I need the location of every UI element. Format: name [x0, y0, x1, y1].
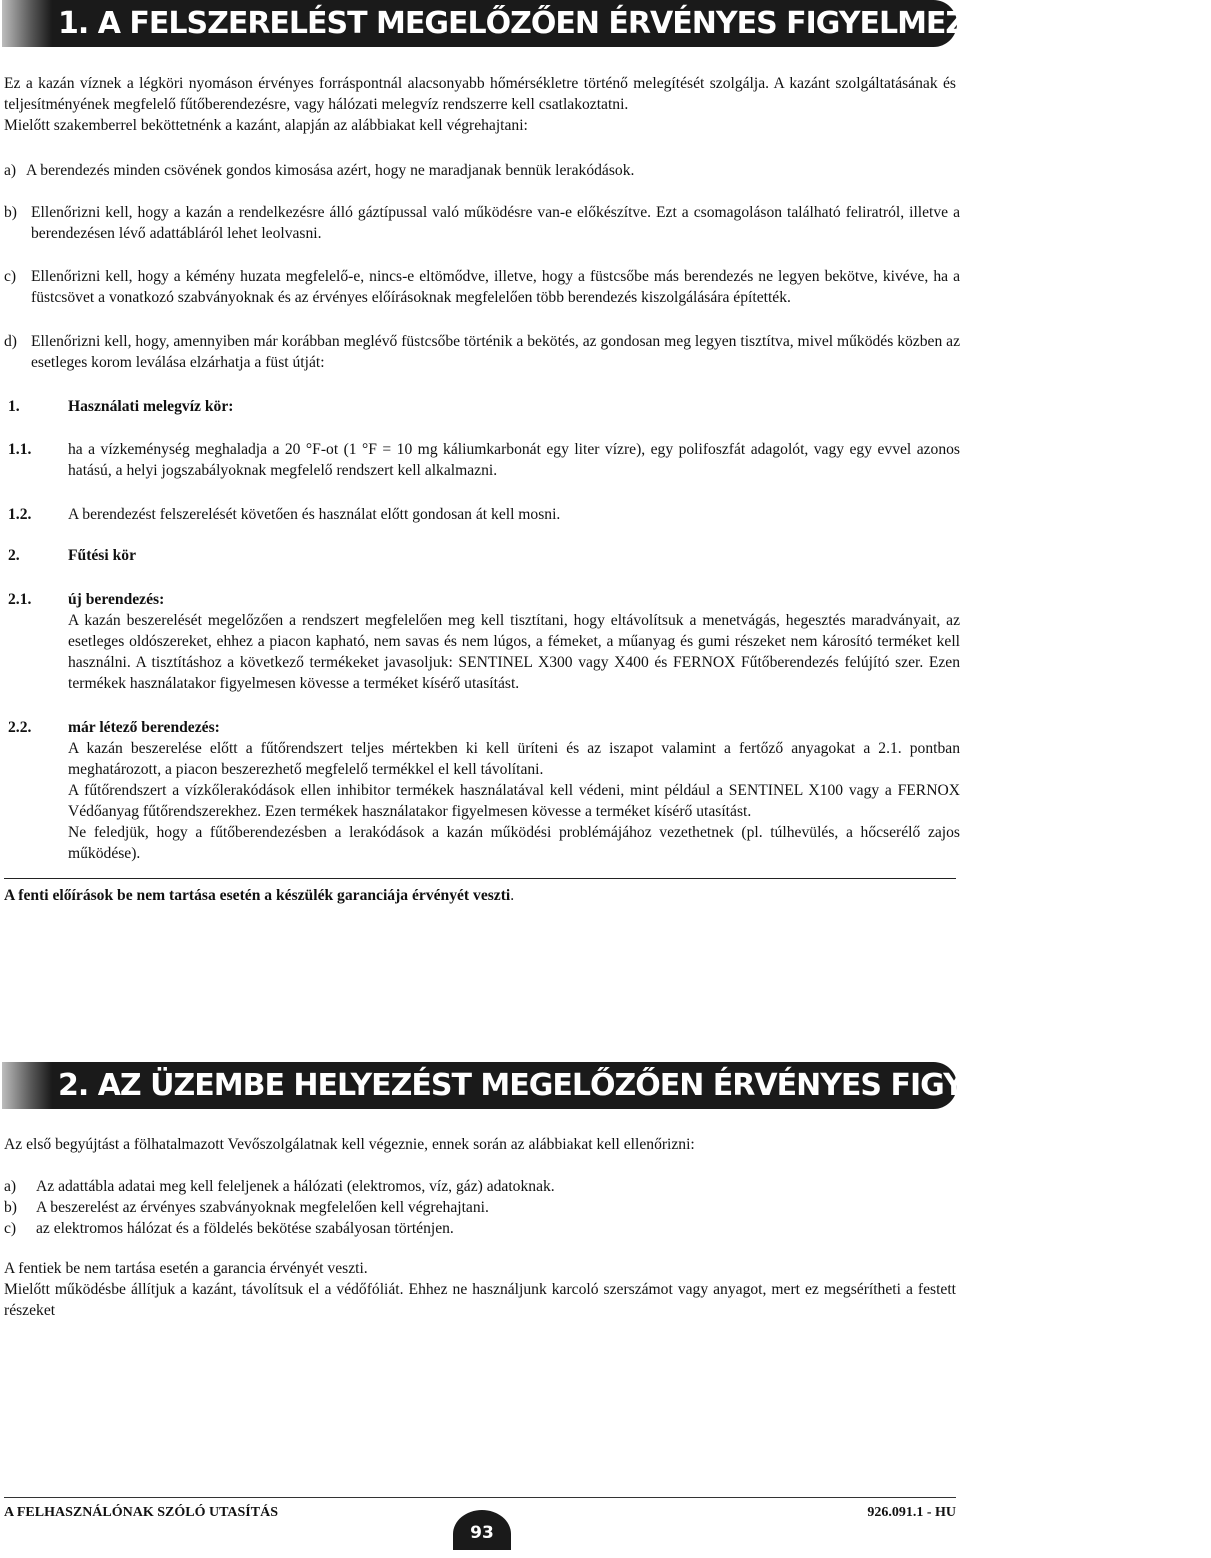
- warranty-warning: A fenti előírások be nem tartása esetén a készülék garanciája érvényét veszti.: [4, 887, 515, 904]
- section-1-title: 1. A FELSZERELÉST MEGELŐZŐEN ÉRVÉNYES FIGYELMEZTETÉSEK: [2, 0, 957, 47]
- subsection-2-heading: 2. Fűtési kör: [8, 547, 137, 564]
- intro-paragraph: Ez a kazán víznek a légköri nyomáson érvényes forráspontnál alacsonyabb hőmérsékletre történő melegítését szolgálja. A kazánt szolgáltatásának és teljesítményének megfelelő fűtőberendezésre, vagy hálózati melegvíz rendszerre kell csatlakoztatni.: [4, 75, 956, 113]
- list-item-d: d) Ellenőrizni kell, hogy, amennyiben már korábban meglévő füstcsőbe történik a bekötés, az gondosan meg legyen tisztítva, mivel működés közben az esetleges korom leválása elzárhatja a füst útját:: [4, 333, 960, 371]
- section-2-item-a: a) Az adattábla adatai meg kell feleljenek a hálózati (elektromos, víz, gáz) adatoknak.: [4, 1178, 555, 1195]
- header-shade: [2, 1062, 52, 1109]
- subsection-1-1: 1.1. ha a vízkeménység meghaladja a 20 °F-ot (1 °F = 10 mg káliumkarbonát egy liter vízre), egy polifoszfát adagolót, vagy egy evvel azonos hatású, a helyi jogszabályoknak megfelelő rendszert kell alkalmazni.: [8, 441, 960, 479]
- list-item-a: a) A berendezés minden csövének gondos kimosása azért, hogy ne maradjanak bennük lerakódások.: [4, 162, 635, 179]
- page-number: 93: [453, 1510, 511, 1550]
- section-2-item-b: b) A beszerelést az érvényes szabványoknak megfelelően kell végrehajtani.: [4, 1199, 489, 1216]
- warning-divider: [4, 878, 956, 879]
- subsection-2-2: 2.2. már létező berendezés: A kazán beszerelése előtt a fűtőrendszert teljes mértekben ki kell üríteni és az iszapot valamint a fertőző anyagokat a 2.1. pontban meghatározott, a piacon beszerezhető megfelelő termékkel el kell távolítani. A fűtőrendszert a vízkőlerakódások ellen inhibitor termékek használatával kell védeni, mint például a SENTINEL X100 vagy a FERNOX Védőanyag fűtőrendszerekhez. Ezen termékek használatakor figyelmesen kövesse a terméket kísérő utasítást. Ne feledjük, hogy a fűtőberendezésben a lerakódások a kazán működési problémájához vezethetnek (pl. túlhevülés, a hőcserélő zajos működése).: [8, 719, 960, 862]
- subsection-1-heading: 1. Használati melegvíz kör:: [8, 398, 234, 415]
- subsection-2-1: 2.1. új berendezés: A kazán beszerelését megelőzően a rendszert megfelelően meg kell tisztítani, hogy eltávolítsuk a menetvágás, hegesztés maradványait, az esetleges oldószereket, ehhez a piacon kapható, nem savas és nem lúgos, a fémeket, a műanyag és gumi részeket nem károsító terméket kell használni. A tisztításhoz a következő termékeket javasoljuk: SENTINEL X300 vagy X400 és FERNOX Fűtőberendezés felújító szer. Ezen termékek használatakor figyelmesen kövesse a terméket kísérő utasítást.: [8, 591, 960, 692]
- document-code: 926.091.1 - HU: [867, 1505, 956, 1520]
- section-2-intro: Az első begyújtást a fölhatalmazott Vevőszolgálatnak kell végeznie, ennek során az alábbiakat kell ellenőrizni:: [4, 1136, 695, 1153]
- header-shade: [2, 0, 52, 47]
- section-2-title: 2. AZ ÜZEMBE HELYEZÉST MEGELŐZŐEN ÉRVÉNYES FIGYELMEZTETÉSEK: [2, 1062, 957, 1109]
- section-2-note-2: Mielőtt működésbe állítjuk a kazánt, távolítsuk el a védőfóliát. Ehhez ne használjunk karcoló szerszámot vagy anyagot, mert ez megsérítheti a festett részeket: [4, 1281, 956, 1319]
- intro-instruction: Mielőtt szakemberrel beköttetnénk a kazánt, alapján az alábbiakat kell végrehajtani:: [4, 117, 528, 134]
- section-2-item-c: c) az elektromos hálózat és a földelés bekötése szabályosan történjen.: [4, 1220, 454, 1237]
- list-item-c: c) Ellenőrizni kell, hogy a kémény huzata megfelelő-e, nincs-e eltömődve, illetve, hogy a füstcsőbe más berendezés ne legyen bekötve, kivéve, ha a füstcsövet a vonatkozó szabványoknak és az érvényes előírásoknak megfelelően több berendezés kiszolgálására építették.: [4, 268, 960, 306]
- list-item-b: b) Ellenőrizni kell, hogy a kazán a rendelkezésre álló gáztípussal való működésre van-e előkészítve. Ezt a csomagoláson található feliratról, illetve a berendezésen lévő adattábláról lehet leolvasni.: [4, 204, 960, 242]
- footer-divider: [4, 1497, 956, 1498]
- subsection-1-2: 1.2. A berendezést felszerelését követően és használat előtt gondosan át kell mosni.: [8, 506, 561, 523]
- section-2-note-1: A fentiek be nem tartása esetén a garancia érvényét veszti.: [4, 1260, 368, 1277]
- footer-title: A FELHASZNÁLÓNAK SZÓLÓ UTASÍTÁS: [4, 1505, 278, 1520]
